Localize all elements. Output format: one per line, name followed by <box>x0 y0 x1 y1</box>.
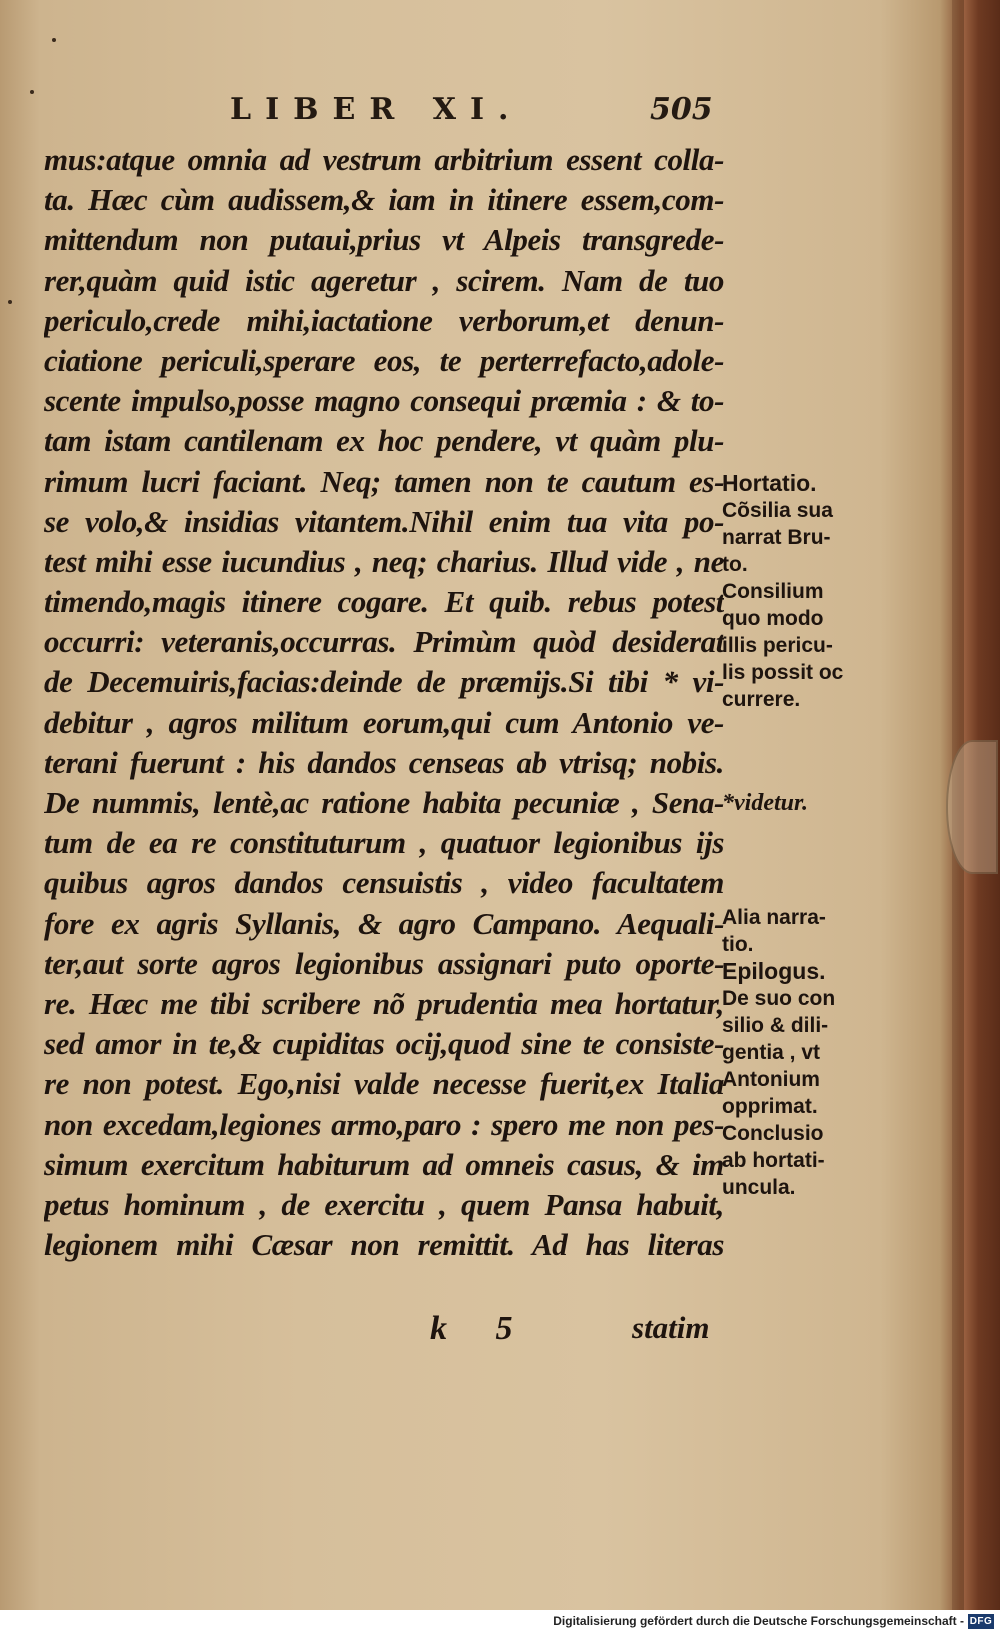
margin-note: Conclusio <box>722 1122 824 1145</box>
margin-note: quo modo <box>722 607 824 630</box>
text-line: simum exercitum habiturum ad omneis casus, & im <box>44 1146 724 1182</box>
margin-note: gentia , vt <box>722 1041 821 1064</box>
footer-credit: Digitalisierung gefördert durch die Deutsche Forschungsgemeinschaft - <box>553 1614 964 1628</box>
margin-notes-block-3 <box>722 904 835 1201</box>
margin-note: opprimat. <box>722 1095 818 1118</box>
margin-note: narrat Bru- <box>722 526 831 549</box>
text-line: mittendum non putaui,prius vt Alpeis transgrede- <box>44 222 724 258</box>
text-line: ter,aut sorte agros legionibus assignari puto oporte- <box>44 945 724 981</box>
text-line: ta. Hæc cùm audissem,& iam in itinere essem,com- <box>44 182 724 218</box>
margin-note: Hortatio. <box>722 470 817 496</box>
text-line: occurri: veteranis,occurras. Primùm quòd desiderat <box>44 624 724 660</box>
page-tab-marker <box>946 740 998 874</box>
ink-speck <box>52 38 56 42</box>
text-line: re non potest. Ego,nisi valde necesse fuerit,ex Italia <box>44 1066 724 1102</box>
margin-note: illis pericu- <box>722 634 833 657</box>
ink-speck <box>30 90 34 94</box>
text-line: periculo,crede mihi,iactatione verborum,et denun- <box>44 302 724 338</box>
text-line: tum de ea re constituturum , quatuor legionibus ijs <box>44 825 724 861</box>
margin-note: ab hortati- <box>722 1149 825 1172</box>
running-head: LIBER XI. <box>230 92 523 127</box>
text-line: scente impulso,posse magno consequi præmia : & to- <box>44 383 724 419</box>
margin-note: uncula. <box>722 1176 796 1199</box>
margin-note: Epilogus. <box>722 958 826 984</box>
text-line: rer,quàm quid istic ageretur , scirem. Nam de tuo <box>44 262 724 298</box>
margin-note-variant: *videtur. <box>722 790 809 816</box>
margin-note: De suo con <box>722 987 836 1010</box>
margin-notes-block-2 <box>722 790 808 817</box>
text-line: mus:atque omnia ad vestrum arbitrium essent colla- <box>44 142 724 177</box>
text-line: se volo,& insidias vitantem.Nihil enim tua vita po- <box>44 503 724 539</box>
text-line: terani fuerunt : his dandos censeas ab vtrisq; nobis. <box>44 744 724 780</box>
text-line: de Decemuiris,facias:deinde de præmijs.Si tibi * vi- <box>44 664 724 700</box>
text-line: fore ex agris Syllanis, & agro Campano. Aequali- <box>44 905 724 941</box>
ink-speck <box>8 300 12 304</box>
text-line: re. Hæc me tibi scribere nõ prudentia mea hortatur, <box>44 985 724 1021</box>
margin-note: Antonium <box>722 1068 820 1091</box>
margin-note: silio & dili- <box>722 1014 829 1037</box>
text-line: quibus agros dandos censuistis , video facultatem <box>44 865 724 901</box>
text-line: rimum lucri faciant. Neq; tamen non te cautum es- <box>44 463 724 499</box>
body-text <box>44 140 724 1265</box>
text-line: non excedam,legiones armo,paro : spero me non pes- <box>44 1106 724 1142</box>
text-line: sed amor in te,& cupiditas ocij,quod sine te consiste- <box>44 1026 724 1062</box>
page-header <box>230 92 713 142</box>
text-line: petus hominum , de exercitu , quem Pansa habuit, <box>44 1186 724 1222</box>
text-line: tam istam cantilenam ex hoc pendere, vt quàm plu- <box>44 423 724 459</box>
text-line: debitur , agros militum eorum,qui cum Antonio ve- <box>44 704 724 740</box>
margin-note: lis possit oc <box>722 661 844 684</box>
text-line: De nummis, lentè,ac ratione habita pecuniæ , Sena- <box>44 785 724 820</box>
margin-note: tio. <box>722 933 754 956</box>
digitization-footer <box>0 1610 1000 1634</box>
text-line: legionem mihi Cæsar non remittit. Ad has literas <box>44 1227 724 1263</box>
text-line: ciatione periculi,sperare eos, te perterrefacto,adole- <box>44 342 724 378</box>
margin-note: to. <box>722 553 748 576</box>
dfg-logo-icon: DFG <box>969 1616 993 1627</box>
catchword: statim <box>632 1310 710 1345</box>
page-number: 505 <box>650 92 713 127</box>
signature-mark: k 5 <box>430 1310 533 1347</box>
margin-notes-block-1 <box>722 470 843 713</box>
margin-note: Consilium <box>722 580 824 603</box>
text-line: timendo,magis itinere cogare. Et quib. rebus potest <box>44 584 724 620</box>
text-line: test mihi esse iucundius , neq; charius. Illud vide , ne <box>44 543 724 579</box>
margin-note: currere. <box>722 688 801 711</box>
margin-note: Cõsilia sua <box>722 499 833 522</box>
margin-note: Alia narra- <box>722 906 826 929</box>
